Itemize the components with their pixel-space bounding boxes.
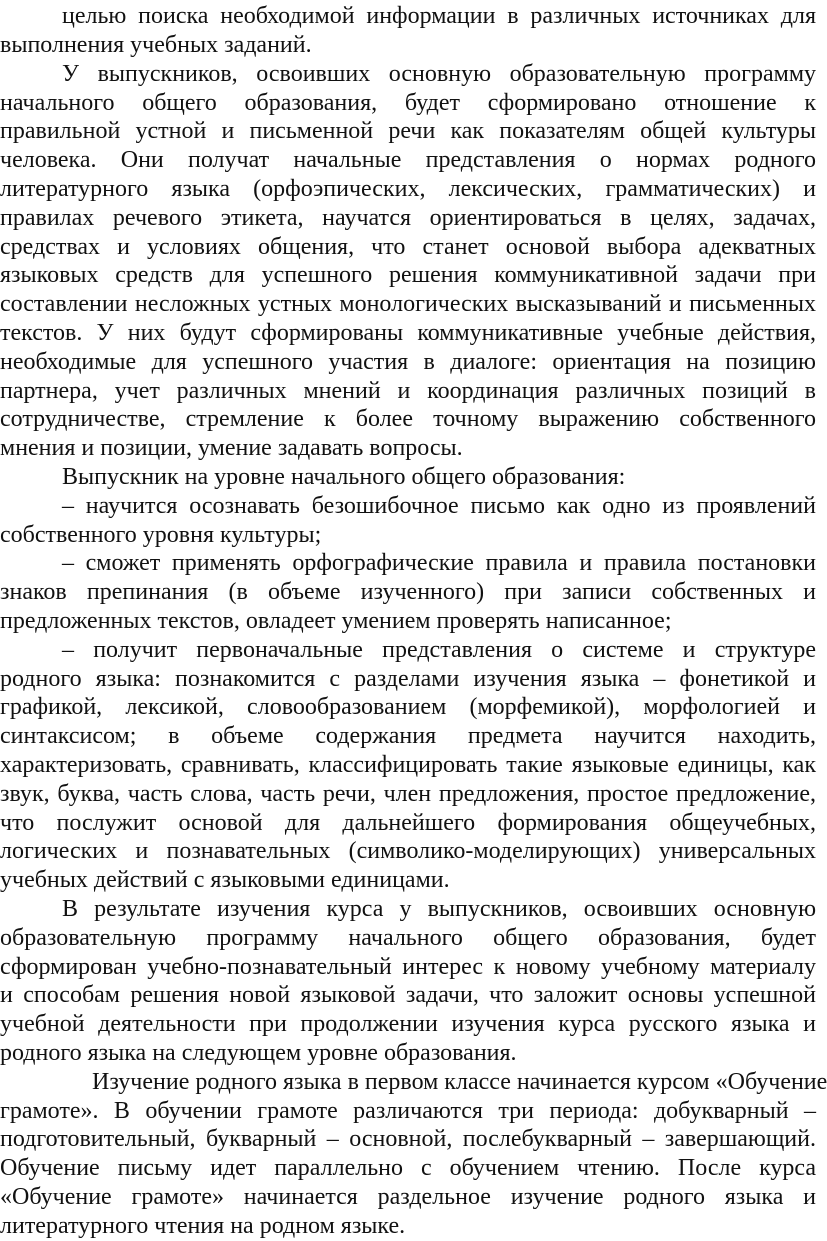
text-line: что послужит основой для дальнейшего формирования общеучебных, (0, 810, 816, 836)
text-line: В результате изучения курса у выпускников, освоивших основную (62, 896, 816, 922)
text-line: синтаксисом; в объеме содержания предмета научится находить, (0, 723, 816, 749)
text-line: «Обучение грамоте» начинается раздельное изучение родного языка и (0, 1184, 816, 1210)
text-line: средствах и условиях общения, что станет основой выбора адекватных (0, 234, 816, 260)
text-line: Обучение письму идет параллельно с обучением чтению. После курса (0, 1155, 816, 1181)
text-line: подготовительный, букварный – основной, послебукварный – завершающий. (0, 1126, 816, 1152)
text-line: – получит первоначальные представления о системе и структуре (62, 637, 816, 663)
text-line: необходимые для успешного участия в диалоге: ориентация на позицию (0, 349, 816, 375)
text-line: Выпускник на уровне начального общего образования: (62, 464, 626, 490)
text-line: литературного языка (орфоэпических, лексических, грамматических) и (0, 176, 816, 202)
text-line: учебной деятельности при продолжении изучения курса русского языка и (0, 1011, 816, 1037)
text-line: составлении несложных устных монологических высказываний и письменных (0, 291, 816, 317)
text-line: логических и познавательных (символико-моделирующих) универсальных (0, 838, 816, 864)
text-line: и способам решения новой языковой задачи, что заложит основы успешной (0, 982, 816, 1008)
text-line: сформирован учебно-познавательный интерес к новому учебному материалу (0, 954, 816, 980)
text-line: родного языка: познакомится с разделами изучения языка – фонетикой и (0, 666, 816, 692)
text-line: текстов. У них будут сформированы коммуникативные учебные действия, (0, 320, 816, 346)
text-line: знаков препинания (в объеме изученного) при записи собственных и (0, 579, 816, 605)
text-line: образовательную программу начального общего образования, будет (0, 925, 816, 951)
text-line: сотрудничестве, стремление к более точному выражению собственного (0, 406, 816, 432)
text-line: графикой, лексикой, словообразованием (морфемикой), морфологией и (0, 694, 816, 720)
text-line: целью поиска необходимой информации в различных источниках для (62, 3, 816, 29)
text-line: собственного уровня культуры; (0, 522, 322, 548)
text-line: звук, буква, часть слова, часть речи, член предложения, простое предложение, (0, 781, 816, 807)
text-line: правилах речевого этикета, научатся ориентироваться в целях, задачах, (0, 205, 816, 231)
text-line: учебных действий с языковыми единицами. (0, 867, 450, 893)
text-line: – научится осознавать безошибочное письмо как одно из проявлений (62, 493, 816, 519)
text-line: – сможет применять орфографические правила и правила постановки (62, 550, 816, 576)
text-line: грамоте». В обучении грамоте различаются три периода: добукварный – (0, 1098, 816, 1124)
text-line: начального общего образования, будет сформировано отношение к (0, 90, 816, 116)
text-line: мнения и позиции, умение задавать вопросы. (0, 435, 463, 461)
text-line: правильной устной и письменной речи как показателям общей культуры (0, 118, 816, 144)
text-line: выполнения учебных заданий. (0, 32, 312, 58)
text-line: партнера, учет различных мнений и координация различных позиций в (0, 378, 816, 404)
text-line: родного языка на следующем уровне образования. (0, 1040, 517, 1066)
text-line: предложенных текстов, овладеет умением проверять написанное; (0, 608, 672, 634)
text-line: У выпускников, освоивших основную образовательную программу (62, 61, 816, 87)
text-line: языковых средств для успешного решения коммуникативной задачи при (0, 262, 816, 288)
text-line: характеризовать, сравнивать, классифицировать такие языковые единицы, как (0, 752, 816, 778)
text-line: литературного чтения на родном языке. (0, 1213, 406, 1239)
text-line: человека. Они получат начальные представления о нормах родного (0, 147, 816, 173)
text-line: Изучение родного языка в первом классе начинается курсом «Обучение (92, 1069, 827, 1095)
